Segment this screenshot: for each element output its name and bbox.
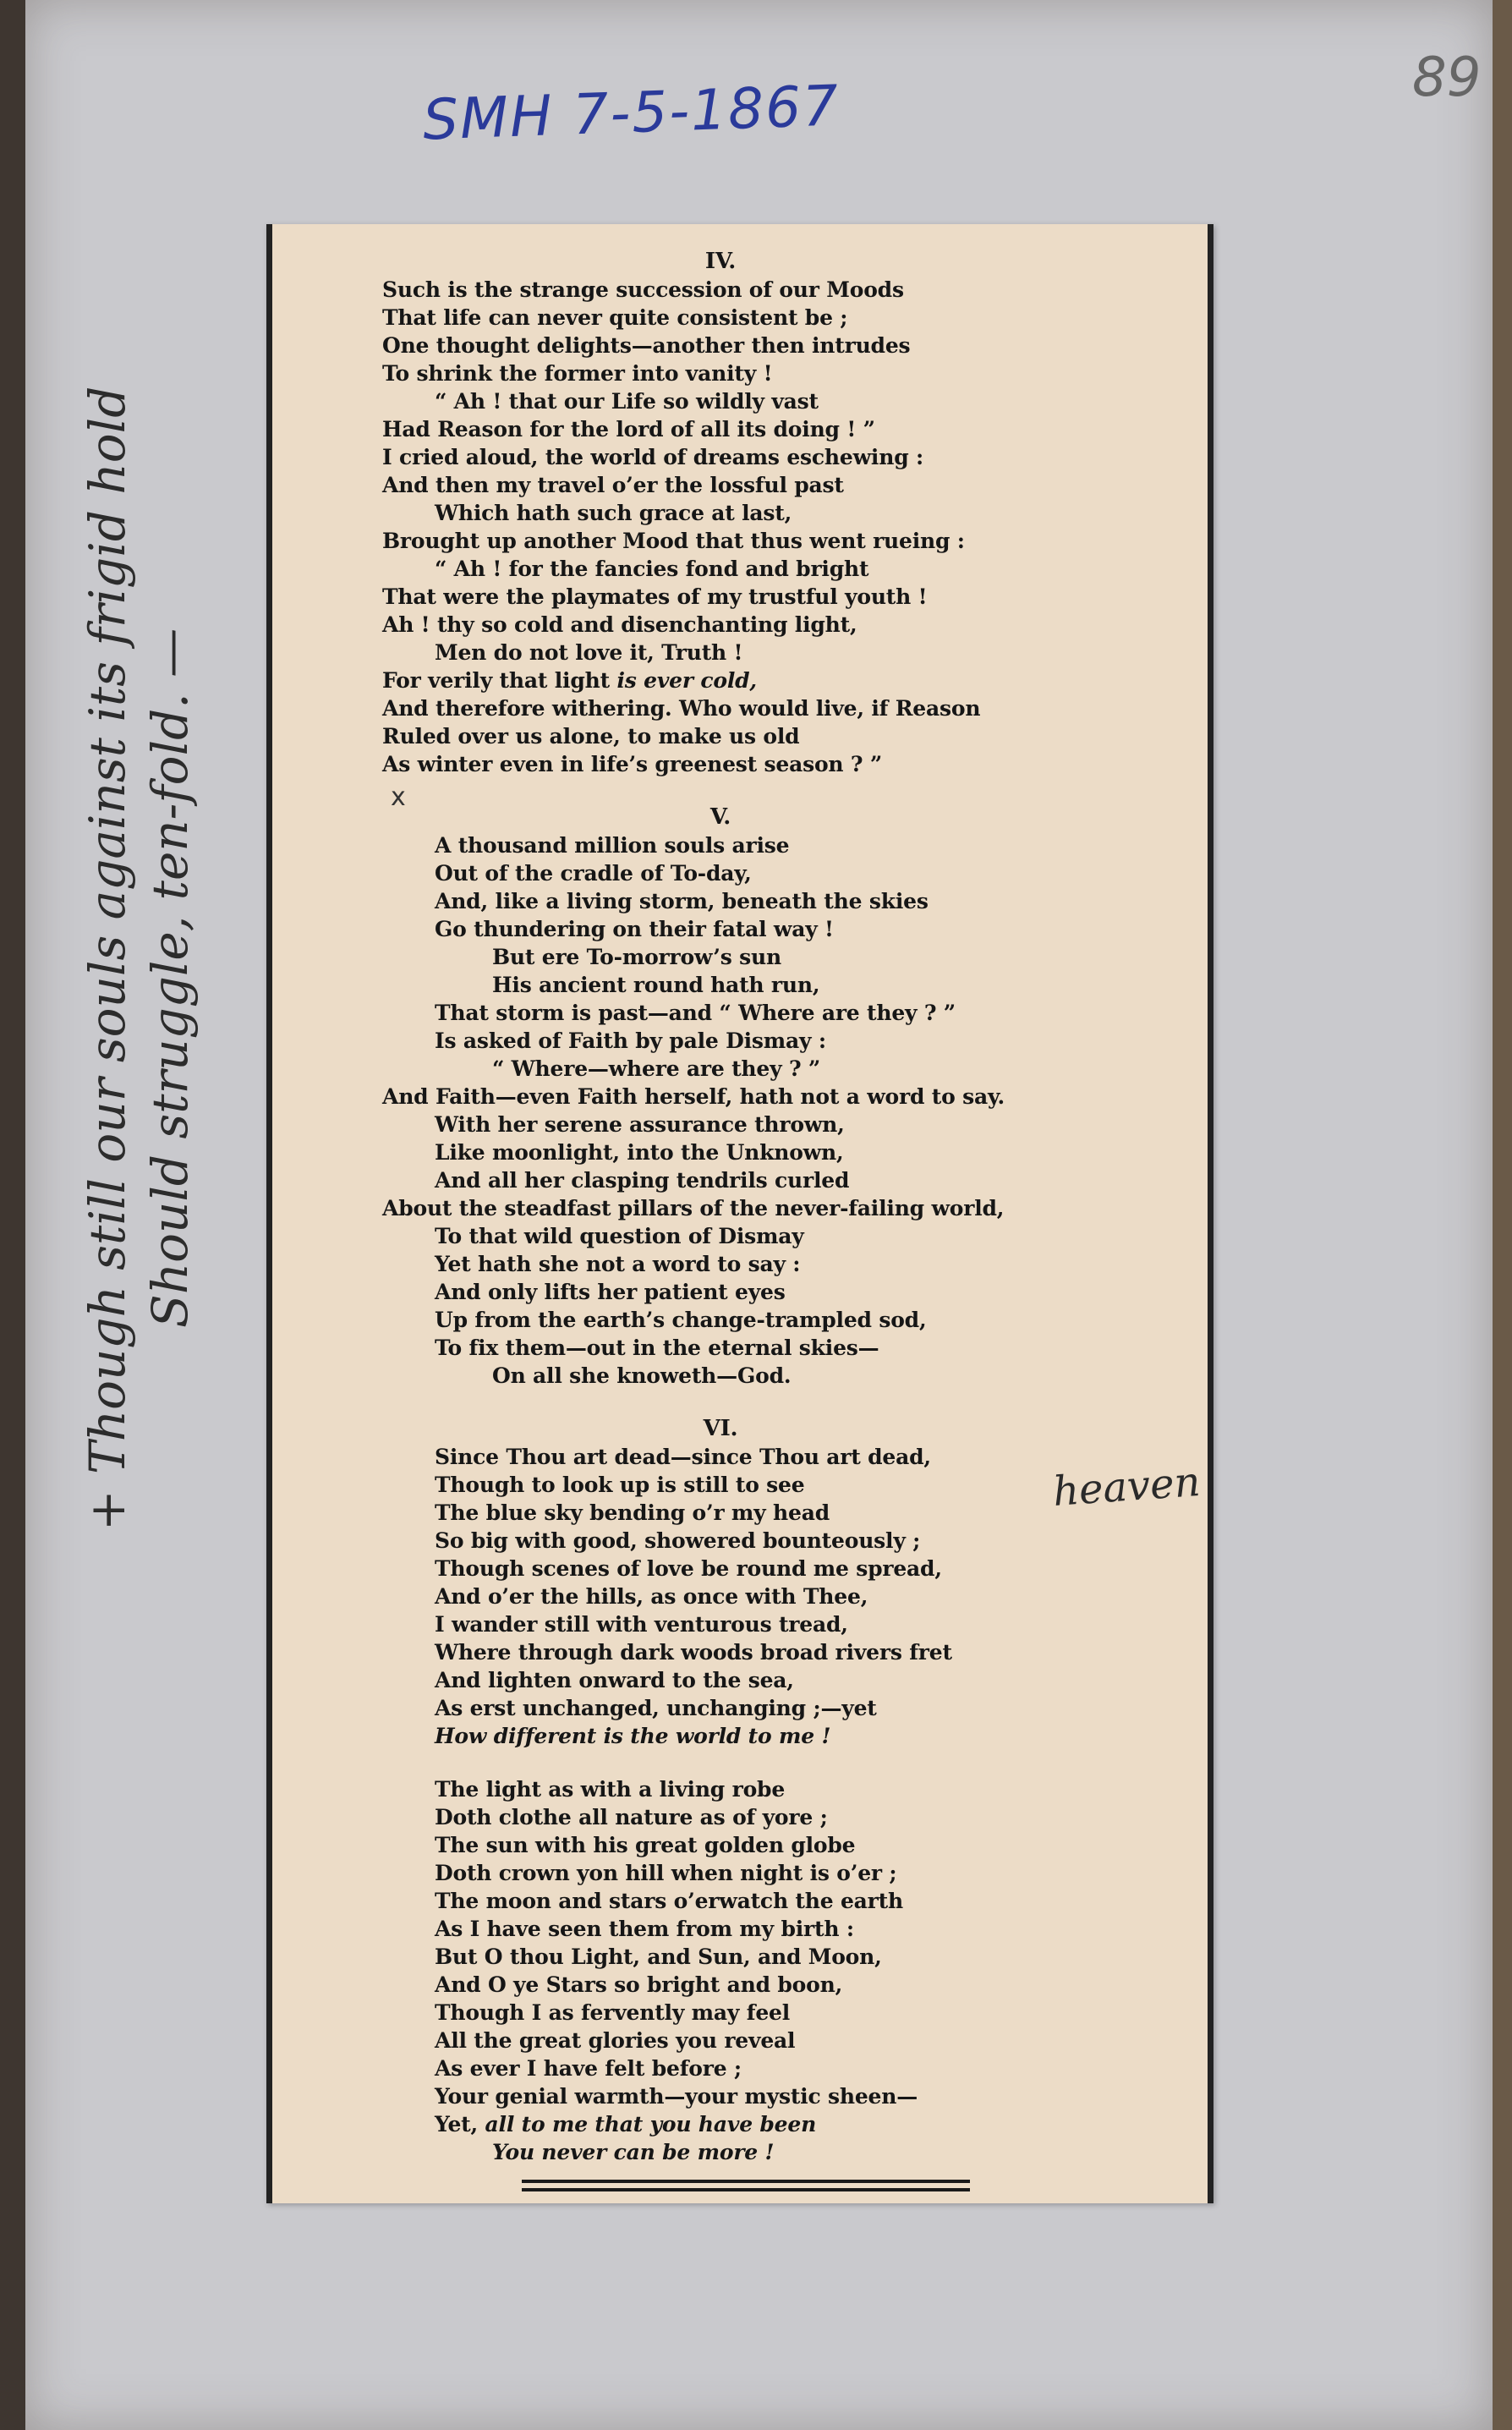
poem-line: To that wild question of Dismay	[435, 1224, 804, 1248]
stanza-gap	[382, 1750, 1186, 1775]
poem-line: With her serene assurance thrown,	[435, 1112, 845, 1137]
poem-line-italic: is ever cold,	[616, 668, 757, 693]
poem-line: On all she knoweth—God.	[492, 1363, 792, 1388]
poem-line-italic: all to me that you have been	[485, 2112, 817, 2137]
poem-line: Brought up another Mood that thus went rueing :	[382, 529, 965, 553]
poem-line: Where through dark woods broad rivers fret	[435, 1640, 952, 1665]
poem-text	[382, 248, 1186, 2166]
page-number: 89	[1412, 47, 1482, 109]
poem-line: The blue sky bending o’r my head	[435, 1500, 830, 1525]
section-heading-vi: VI.	[703, 1416, 738, 1441]
source-annotation: SMH 7-5-1867	[421, 73, 841, 153]
poem-line: And lighten onward to the sea,	[435, 1668, 794, 1692]
poem-line: I cried aloud, the world of dreams eschewing :	[382, 445, 924, 469]
poem-line: And o’er the hills, as once with Thee,	[435, 1584, 868, 1609]
newspaper-clipping	[266, 224, 1213, 2203]
poem-line	[382, 666, 1186, 694]
poem-line: Had Reason for the lord of all its doing ! ”	[382, 417, 875, 442]
insert-mark: x	[391, 782, 406, 812]
book-spine	[0, 0, 27, 2430]
poem-line: So big with good, showered bounteously ;	[435, 1528, 921, 1553]
poem-line: But O thou Light, and Sun, and Moon,	[435, 1945, 882, 1969]
poem-line: Since Thou art dead—since Thou art dead,	[435, 1445, 931, 1469]
poem-line: Like moonlight, into the Unknown,	[435, 1140, 844, 1165]
poem-line: “ Ah ! that our Life so wildly vast	[435, 389, 819, 414]
margin-note-line-2: Should struggle, ten-fold. —	[141, 628, 199, 1328]
poem-line: As ever I have felt before ;	[435, 2056, 742, 2081]
poem-line	[382, 2110, 1186, 2138]
poem-line: The light as with a living robe	[435, 1777, 786, 1802]
poem-line: Though I as fervently may feel	[435, 2000, 791, 2025]
poem-line: And, like a living storm, beneath the skies	[435, 889, 929, 913]
handwritten-correction: heaven	[1051, 1457, 1202, 1517]
poem-line: To fix them—out in the eternal skies—	[435, 1336, 879, 1360]
poem-line: A thousand million souls arise	[435, 833, 790, 858]
poem-line: And only lifts her patient eyes	[435, 1280, 786, 1304]
poem-line: The moon and stars o’erwatch the earth	[435, 1889, 903, 1913]
poem-line: “ Ah ! for the fancies fond and bright	[435, 557, 869, 581]
poem-line: And O ye Stars so bright and boon,	[435, 1972, 843, 1997]
poem-line-start: For verily that light	[382, 668, 617, 693]
poem-line: And therefore withering. Who would live, if Reason	[382, 696, 981, 721]
poem-line: Ruled over us alone, to make us old	[382, 724, 800, 749]
poem-line: That life can never quite consistent be ;	[382, 305, 848, 330]
poem-line: About the steadfast pillars of the never-failing world,	[382, 1196, 1005, 1220]
poem-line: All the great glories you reveal	[435, 2028, 796, 2053]
poem-line: Is asked of Faith by pale Dismay :	[435, 1028, 826, 1053]
poem-line: Doth clothe all nature as of yore ;	[435, 1805, 828, 1829]
poem-line-start: Yet,	[435, 2112, 485, 2137]
poem-line: But ere To-morrow’s sun	[492, 945, 781, 969]
poem-line: That were the playmates of my trustful youth !	[382, 584, 928, 609]
poem-line: And then my travel o’er the lossful past	[382, 473, 844, 497]
end-rule	[522, 2188, 970, 2191]
poem-line: Men do not love it, Truth !	[435, 640, 743, 665]
poem-line: How different is the world to me !	[435, 1724, 831, 1748]
scrapbook-page	[25, 0, 1493, 2430]
poem-line: Yet hath she not a word to say :	[435, 1252, 801, 1276]
poem-line: That storm is past—and “ Where are they ? ”	[435, 1001, 956, 1025]
section-heading-v: V.	[709, 804, 731, 830]
end-rule	[522, 2180, 970, 2183]
poem-line: As winter even in life’s greenest season ? ”	[382, 752, 883, 776]
stanza-gap	[382, 778, 1186, 804]
poem-line: You never can be more !	[492, 2140, 775, 2164]
poem-line: Up from the earth’s change-trampled sod,	[435, 1308, 927, 1332]
margin-handwritten-note	[76, 161, 201, 1531]
margin-note-line-1: + Though still our souls against its frigid hold	[79, 386, 136, 1531]
poem-line: Which hath such grace at last,	[435, 501, 792, 525]
poem-line: Ah ! thy so cold and disenchanting light,	[382, 612, 857, 637]
poem-line: “ Where—where are they ? ”	[492, 1056, 821, 1081]
poem-line: As I have seen them from my birth :	[435, 1917, 854, 1941]
poem-line: Your genial warmth—your mystic sheen—	[435, 2084, 918, 2109]
section-heading-iv: IV.	[704, 249, 737, 274]
poem-line: His ancient round hath run,	[492, 973, 820, 997]
poem-line: To shrink the former into vanity !	[382, 361, 773, 386]
poem-line: And Faith—even Faith herself, hath not a word to say.	[382, 1084, 1005, 1109]
poem-line: Though scenes of love be round me spread,	[435, 1556, 942, 1581]
poem-line: Such is the strange succession of our Moods	[382, 277, 904, 302]
poem-line: The sun with his great golden globe	[435, 1833, 856, 1857]
stanza-gap	[382, 1390, 1186, 1415]
poem-line: Though to look up is still to see	[435, 1473, 805, 1497]
poem-line: One thought delights—another then intrudes	[382, 333, 911, 358]
poem-line: Doth crown yon hill when night is o’er ;	[435, 1861, 897, 1885]
poem-line: I wander still with venturous tread,	[435, 1612, 848, 1637]
poem-line: As erst unchanged, unchanging ;—yet	[435, 1696, 877, 1720]
poem-line: And all her clasping tendrils curled	[435, 1168, 850, 1193]
poem-line: Out of the cradle of To-day,	[435, 861, 752, 886]
poem-line: Go thundering on their fatal way !	[435, 917, 834, 941]
